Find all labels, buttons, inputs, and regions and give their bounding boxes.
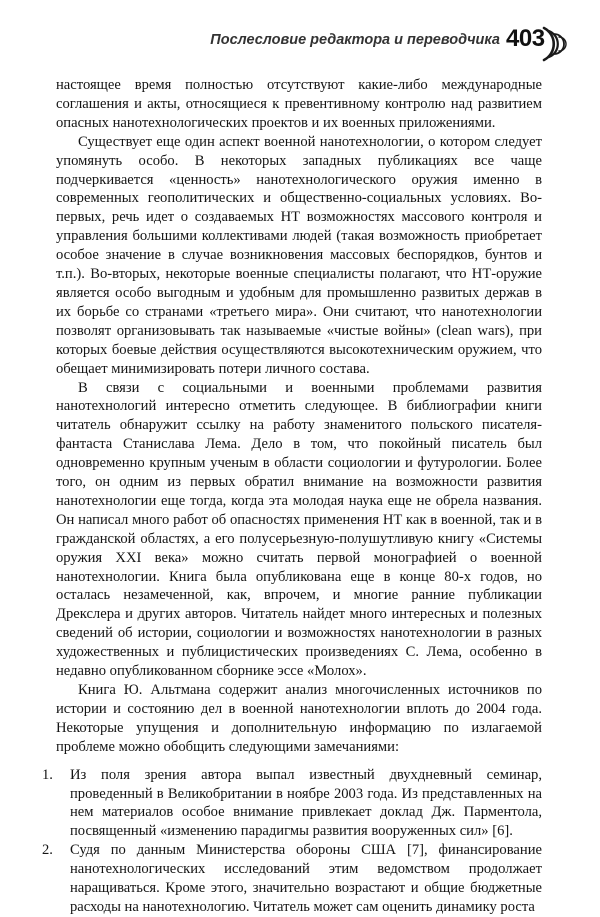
remarks-list xyxy=(42,766,542,917)
page-header xyxy=(0,22,600,64)
page-body xyxy=(42,76,542,917)
list-item xyxy=(42,841,542,917)
paragraph-military-aspect: Существует еще один аспект военной нанотехнологии, о котором следует упомянуть особо. В некоторых западных публикациях все чаще подчеркивается «ценность» нанотехнологического оружия именно в современных геополитических и общественно-социальных условиях. Во-первых, речь идет о создаваемых НТ возможностях массового контроля и управления большими коллективами людей (такая возможность приобретает особое значение в случае возникновения массовых беспорядков, бунтов и т.п.). Во-вторых, некоторые военные специалисты полагают, что НТ-оружие является особо выгодным и удобным для промышленно развитых держав в их борьбе со странами «третьего мира». Они считают, что нанотехнологии позволят организовывать так называемые «чистые войны» (clean wars), при которых боевые действия осуществляются высокотехническим оружием, что обещает минимизировать потери личного состава. xyxy=(56,133,542,377)
list-item xyxy=(42,766,542,842)
list-item-text: Из поля зрения автора выпал известный двухдневный семинар, проведенный в Великобритании в ноябре 2003 года. Из представленных на нем материалов особое внимание привлекает доклад Дж. Парментола, посвященный «изменению парадигмы развития вооруженных сил» [6]. xyxy=(70,766,542,840)
list-item-number: 1. xyxy=(42,766,53,783)
swirl-ornament-icon xyxy=(540,22,570,64)
paragraph-continued: настоящее время полностью отсутствуют какие-либо международные соглашения и акты, относящиеся к превентивному контролю над развитием опасных нанотехнологических проектов и их военных приложениями. xyxy=(56,77,542,131)
list-item-number: 2. xyxy=(42,842,53,859)
page-number: 403 xyxy=(506,25,545,52)
running-title: Послесловие редактора и переводчика xyxy=(210,32,500,48)
paragraph-stanislaw-lem: В связи с социальными и военными проблемами развития нанотехнологий интересно отметить следующее. В библиографии книги читатель обнаружит ссылку на работу знаменитого польского писателя-фантаста Станислава Лема. Дело в том, что покойный писатель был одновременно крупным ученым в области социологии и футурологии. Более того, он одним из первых обратил внимание на возможности развития нанотехнологии еще тогда, когда эта молодая наука еще не обрела названия. Он написал много работ об опасностях применения НТ как в военной, так и в гражданской областях, а его полусерьезную-полушутливую книгу «Системы оружия XXI века» можно считать первой монографией о военной нанотехнологии. Книга была опубликована еще в конце 80-х годов, но осталась незамеченной, как, впрочем, и многие ранние публикации Дрекслера и других авторов. Читатель найдет много интересных и полезных сведений об истории, социологии и возможностях нанотехнологии в разных художественных и публицистических произведениях С. Лема, особенно в недавно опубликованном сборнике эссе «Молох». xyxy=(56,379,542,680)
list-item-text: Судя по данным Министерства обороны США [7], финансирование нанотехнологических исследований этим ведомством продолжает наращиваться. Кроме этого, значительно возрастают и общие бюджетные расходы на нанотехнологию. Читатель может сам оценить динамику роста xyxy=(70,842,542,915)
paragraph-altman-book: Книга Ю. Альтмана содержит анализ многочисленных источников по истории и состоянию дел в военной нанотехнологии вплоть до 2004 года. Некоторые упущения и дополнительную информацию по излагаемой проблеме можно обобщить следующими замечаниями: xyxy=(56,682,542,755)
